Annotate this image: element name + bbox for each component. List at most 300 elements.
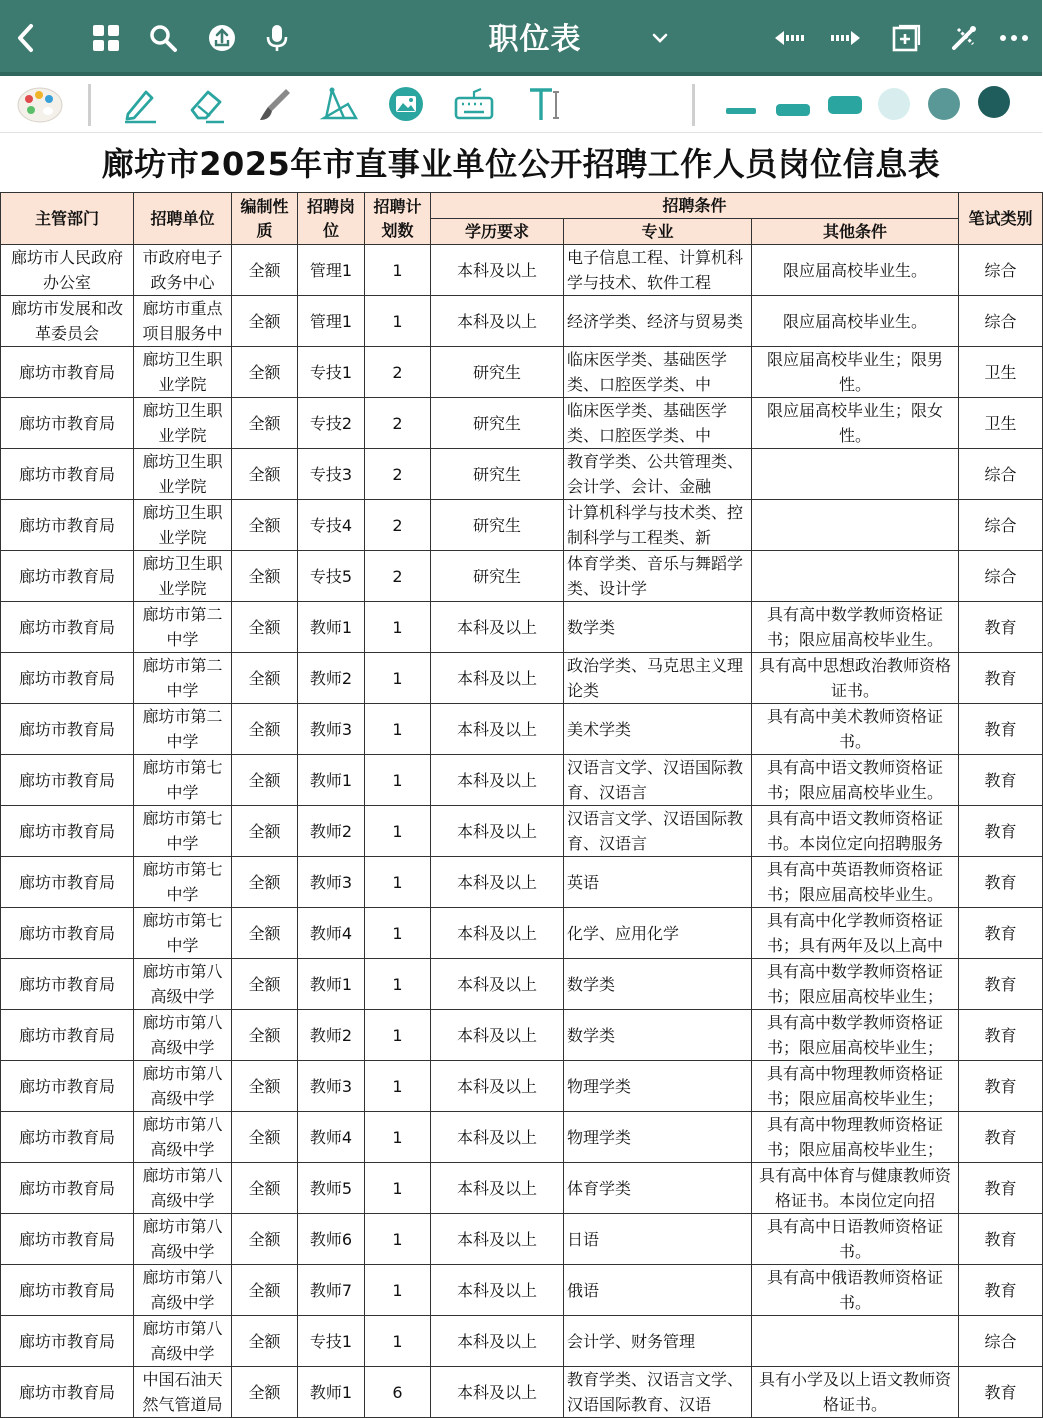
cell-other-text: 具有高中数学教师资格证书；限应届高校毕业生； <box>766 1013 943 1057</box>
cell-dept[interactable] <box>1 1112 134 1163</box>
cell-edu-text: 本科及以上 <box>456 1229 537 1249</box>
cell-dept[interactable] <box>1 755 134 806</box>
cell-edu-text: 本科及以上 <box>456 1076 537 1096</box>
cell-exam[interactable] <box>959 704 1043 755</box>
cell-exam[interactable] <box>959 1061 1043 1112</box>
table-row <box>1 908 1043 959</box>
cell-dept[interactable] <box>1 1316 134 1367</box>
cell-nature[interactable] <box>232 1061 298 1112</box>
cell-post[interactable] <box>298 1367 365 1418</box>
cell-unit[interactable] <box>134 347 232 398</box>
cell-edu[interactable] <box>431 959 564 1010</box>
cell-post[interactable] <box>298 551 365 602</box>
cell-edu[interactable] <box>431 500 564 551</box>
cell-other[interactable] <box>752 1061 959 1112</box>
cell-plan-text: 2 <box>392 413 403 433</box>
cell-other-text: 具有高中英语教师资格证书；限应届高校毕业生。 <box>766 860 943 904</box>
cell-dept[interactable] <box>1 1010 134 1061</box>
cell-exam[interactable] <box>959 1112 1043 1163</box>
palette-icon[interactable] <box>14 80 66 128</box>
cell-exam-text: 教育 <box>984 821 1017 841</box>
cell-major[interactable] <box>564 602 752 653</box>
cell-major[interactable] <box>564 1367 752 1418</box>
back-icon[interactable] <box>4 0 48 76</box>
cell-plan[interactable] <box>365 296 431 347</box>
cell-dept-text: 廊坊市教育局 <box>18 719 115 739</box>
cell-plan[interactable] <box>365 1265 431 1316</box>
cell-plan[interactable] <box>365 1010 431 1061</box>
cell-other[interactable] <box>752 1010 959 1061</box>
cell-other[interactable] <box>752 551 959 602</box>
cell-nature[interactable] <box>232 806 298 857</box>
cell-dept[interactable] <box>1 1367 134 1418</box>
cell-exam-text: 综合 <box>984 260 1017 280</box>
cell-major[interactable] <box>564 347 752 398</box>
brush-icon[interactable] <box>248 80 300 128</box>
cell-major[interactable] <box>564 1163 752 1214</box>
cell-post[interactable] <box>298 1163 365 1214</box>
cell-exam-text: 综合 <box>984 1331 1017 1351</box>
cell-nature[interactable] <box>232 347 298 398</box>
search-icon[interactable] <box>141 0 185 76</box>
cell-edu[interactable] <box>431 1163 564 1214</box>
cell-post[interactable] <box>298 653 365 704</box>
cell-exam[interactable] <box>959 245 1043 296</box>
cell-other[interactable] <box>752 653 959 704</box>
eraser-icon[interactable] <box>180 80 232 128</box>
cell-major[interactable] <box>564 1010 752 1061</box>
cell-unit[interactable] <box>134 908 232 959</box>
cell-exam[interactable] <box>959 449 1043 500</box>
cell-plan[interactable] <box>365 653 431 704</box>
cell-dept[interactable] <box>1 908 134 959</box>
cell-dept[interactable] <box>1 347 134 398</box>
cell-edu-text: 本科及以上 <box>456 821 537 841</box>
cell-unit[interactable] <box>134 1010 232 1061</box>
cell-post[interactable] <box>298 245 365 296</box>
cell-major[interactable] <box>564 959 752 1010</box>
cell-dept-text: 廊坊市教育局 <box>18 413 115 433</box>
cell-major[interactable] <box>564 653 752 704</box>
more-icon[interactable] <box>992 0 1036 76</box>
cell-major[interactable] <box>564 551 752 602</box>
cell-plan[interactable] <box>365 500 431 551</box>
cell-exam[interactable] <box>959 653 1043 704</box>
cell-other[interactable] <box>752 908 959 959</box>
cell-unit[interactable] <box>134 806 232 857</box>
cell-post[interactable] <box>298 500 365 551</box>
cell-other[interactable] <box>752 500 959 551</box>
cell-other[interactable] <box>752 857 959 908</box>
cell-nature[interactable] <box>232 959 298 1010</box>
cell-plan[interactable] <box>365 347 431 398</box>
color-mid-swatch[interactable] <box>928 88 960 120</box>
cell-edu[interactable] <box>431 1265 564 1316</box>
cell-plan[interactable] <box>365 449 431 500</box>
cell-dept[interactable] <box>1 806 134 857</box>
cell-nature[interactable] <box>232 1316 298 1367</box>
color-light-swatch[interactable] <box>878 88 910 120</box>
cell-plan[interactable] <box>365 398 431 449</box>
cell-unit[interactable] <box>134 1214 232 1265</box>
cell-dept[interactable] <box>1 602 134 653</box>
cell-other[interactable] <box>752 704 959 755</box>
cell-edu[interactable] <box>431 653 564 704</box>
cell-exam[interactable] <box>959 347 1043 398</box>
cell-post[interactable] <box>298 1214 365 1265</box>
cell-post-text: 教师1 <box>309 1382 353 1402</box>
cell-other[interactable] <box>752 1367 959 1418</box>
cell-plan[interactable] <box>365 245 431 296</box>
cell-post-text: 教师3 <box>309 719 353 739</box>
cell-plan[interactable] <box>365 602 431 653</box>
cell-nature[interactable] <box>232 551 298 602</box>
cell-edu[interactable] <box>431 806 564 857</box>
cell-post[interactable] <box>298 398 365 449</box>
position-table <box>0 192 1043 1418</box>
cell-nature[interactable] <box>232 602 298 653</box>
cell-nature-text: 全额 <box>248 464 281 484</box>
cell-dept[interactable] <box>1 959 134 1010</box>
cell-post-text: 教师2 <box>309 1025 353 1045</box>
cell-edu[interactable] <box>431 1112 564 1163</box>
header-edu: 学历要求 <box>431 219 564 245</box>
cell-other-text: 具有高中化学教师资格证书；具有两年及以上高中 <box>766 911 943 955</box>
table-row <box>1 551 1043 602</box>
cell-exam[interactable] <box>959 806 1043 857</box>
shapes-icon[interactable] <box>314 80 366 128</box>
grid-icon[interactable] <box>84 0 128 76</box>
cell-dept[interactable] <box>1 296 134 347</box>
cell-major-text: 物理学类 <box>567 1127 632 1147</box>
cell-unit[interactable] <box>134 653 232 704</box>
cell-plan-text: 1 <box>392 923 403 943</box>
cell-edu[interactable] <box>431 1061 564 1112</box>
cell-other[interactable] <box>752 959 959 1010</box>
cell-post[interactable] <box>298 1112 365 1163</box>
cell-post[interactable] <box>298 449 365 500</box>
cell-nature[interactable] <box>232 755 298 806</box>
cell-post[interactable] <box>298 296 365 347</box>
cell-edu[interactable] <box>431 704 564 755</box>
cell-unit-text: 廊坊市第八高级中学 <box>142 1319 223 1363</box>
cell-nature[interactable] <box>232 857 298 908</box>
stroke-medium-swatch[interactable] <box>776 104 810 116</box>
cell-dept[interactable] <box>1 551 134 602</box>
cell-unit[interactable] <box>134 1265 232 1316</box>
header-other: 其他条件 <box>752 219 959 245</box>
cell-post[interactable] <box>298 857 365 908</box>
cell-other[interactable] <box>752 245 959 296</box>
cell-exam-text: 教育 <box>984 872 1017 892</box>
cell-other[interactable] <box>752 1112 959 1163</box>
stroke-thin-swatch[interactable] <box>726 108 756 114</box>
cell-nature[interactable] <box>232 704 298 755</box>
cell-edu[interactable] <box>431 908 564 959</box>
cell-edu[interactable] <box>431 602 564 653</box>
cell-nature[interactable] <box>232 1367 298 1418</box>
cell-dept-text: 廊坊市教育局 <box>18 1382 115 1402</box>
cell-nature-text: 全额 <box>248 974 281 994</box>
cell-plan[interactable] <box>365 959 431 1010</box>
cell-edu[interactable] <box>431 1214 564 1265</box>
header-conditions: 招聘条件 <box>431 193 959 219</box>
cell-dept-text: 廊坊市教育局 <box>18 1331 115 1351</box>
cell-major[interactable] <box>564 398 752 449</box>
cell-plan[interactable] <box>365 857 431 908</box>
cell-post-text: 教师6 <box>309 1229 353 1249</box>
cell-plan[interactable] <box>365 1061 431 1112</box>
pen-icon[interactable] <box>114 80 166 128</box>
cell-edu[interactable] <box>431 245 564 296</box>
mic-icon[interactable] <box>255 0 299 76</box>
cell-post[interactable] <box>298 806 365 857</box>
cell-post[interactable] <box>298 704 365 755</box>
cell-nature[interactable] <box>232 500 298 551</box>
cell-nature-text: 全额 <box>248 821 281 841</box>
text-icon[interactable] <box>518 80 570 128</box>
cell-nature[interactable] <box>232 245 298 296</box>
cell-exam[interactable] <box>959 1214 1043 1265</box>
cell-dept[interactable] <box>1 449 134 500</box>
cell-major[interactable] <box>564 755 752 806</box>
color-dark-swatch[interactable] <box>978 86 1010 118</box>
cell-exam[interactable] <box>959 602 1043 653</box>
cell-post[interactable] <box>298 908 365 959</box>
cell-dept[interactable] <box>1 1163 134 1214</box>
cell-unit[interactable] <box>134 857 232 908</box>
stroke-thick-swatch[interactable] <box>828 96 862 114</box>
cell-dept[interactable] <box>1 1061 134 1112</box>
cell-post-text: 专技1 <box>309 1331 353 1351</box>
cell-other[interactable] <box>752 1316 959 1367</box>
cell-major[interactable] <box>564 1112 752 1163</box>
cell-other[interactable] <box>752 1214 959 1265</box>
cell-major[interactable] <box>564 245 752 296</box>
cell-nature[interactable] <box>232 1163 298 1214</box>
cell-major[interactable] <box>564 908 752 959</box>
cell-dept[interactable] <box>1 1214 134 1265</box>
cell-exam[interactable] <box>959 1163 1043 1214</box>
cell-edu-text: 本科及以上 <box>456 260 537 280</box>
cell-unit[interactable] <box>134 500 232 551</box>
cell-major[interactable] <box>564 1316 752 1367</box>
cell-major[interactable] <box>564 500 752 551</box>
cell-dept[interactable] <box>1 857 134 908</box>
cell-unit[interactable] <box>134 449 232 500</box>
cell-exam-text: 卫生 <box>984 362 1017 382</box>
cell-edu[interactable] <box>431 1367 564 1418</box>
cell-nature-text: 全额 <box>248 668 281 688</box>
cell-edu[interactable] <box>431 857 564 908</box>
cell-nature[interactable] <box>232 1010 298 1061</box>
cell-major[interactable] <box>564 1061 752 1112</box>
cell-dept[interactable] <box>1 704 134 755</box>
cell-other[interactable] <box>752 806 959 857</box>
cell-dept-text: 廊坊市教育局 <box>18 1178 115 1198</box>
cell-major[interactable] <box>564 857 752 908</box>
cell-unit[interactable] <box>134 1367 232 1418</box>
cell-major[interactable] <box>564 296 752 347</box>
cell-nature-text: 全额 <box>248 566 281 586</box>
cell-post-text: 专技3 <box>309 464 353 484</box>
cell-major[interactable] <box>564 704 752 755</box>
cell-post[interactable] <box>298 347 365 398</box>
cell-unit-text: 廊坊市第八高级中学 <box>142 1013 223 1057</box>
keyboard-icon[interactable] <box>448 80 500 128</box>
cell-nature-text: 全额 <box>248 1076 281 1096</box>
cell-other[interactable] <box>752 398 959 449</box>
cell-edu[interactable] <box>431 398 564 449</box>
add-page-icon[interactable] <box>884 0 928 76</box>
cell-post[interactable] <box>298 1265 365 1316</box>
cell-post[interactable] <box>298 959 365 1010</box>
cell-edu[interactable] <box>431 1316 564 1367</box>
table-row <box>1 755 1043 806</box>
cell-major-text: 汉语言文学、汉语国际教育、汉语言 <box>567 758 744 802</box>
cell-other[interactable] <box>752 1163 959 1214</box>
cell-unit[interactable] <box>134 602 232 653</box>
cell-edu[interactable] <box>431 347 564 398</box>
cell-nature[interactable] <box>232 908 298 959</box>
redo-icon[interactable] <box>824 0 868 76</box>
cell-unit[interactable] <box>134 296 232 347</box>
image-icon[interactable] <box>380 80 432 128</box>
cell-plan[interactable] <box>365 908 431 959</box>
cell-nature[interactable] <box>232 1214 298 1265</box>
cell-edu[interactable] <box>431 551 564 602</box>
cell-major[interactable] <box>564 1214 752 1265</box>
table-row <box>1 1316 1043 1367</box>
cell-unit[interactable] <box>134 704 232 755</box>
cell-edu[interactable] <box>431 449 564 500</box>
cell-edu[interactable] <box>431 755 564 806</box>
cell-exam[interactable] <box>959 398 1043 449</box>
cell-exam[interactable] <box>959 296 1043 347</box>
cell-other-text: 限应届高校毕业生；限女性。 <box>766 401 943 445</box>
app-title[interactable]: 职位表 <box>488 22 582 57</box>
table-row <box>1 602 1043 653</box>
cell-exam-text: 教育 <box>984 1229 1017 1249</box>
cell-post[interactable] <box>298 1061 365 1112</box>
table-row <box>1 449 1043 500</box>
cell-exam[interactable] <box>959 551 1043 602</box>
cell-major-text: 俄语 <box>567 1280 600 1300</box>
cell-plan[interactable] <box>365 1163 431 1214</box>
cell-post[interactable] <box>298 755 365 806</box>
cell-dept[interactable] <box>1 245 134 296</box>
cell-other[interactable] <box>752 449 959 500</box>
cell-other[interactable] <box>752 755 959 806</box>
cell-unit[interactable] <box>134 1316 232 1367</box>
cell-post[interactable] <box>298 602 365 653</box>
cell-nature[interactable] <box>232 1265 298 1316</box>
cell-major-text: 日语 <box>567 1229 600 1249</box>
cell-exam[interactable] <box>959 1316 1043 1367</box>
cell-major[interactable] <box>564 449 752 500</box>
cell-exam[interactable] <box>959 908 1043 959</box>
cell-nature-text: 全额 <box>248 1025 281 1045</box>
cell-major[interactable] <box>564 1265 752 1316</box>
cell-plan[interactable] <box>365 1214 431 1265</box>
cell-unit[interactable] <box>134 398 232 449</box>
cell-unit[interactable] <box>134 1061 232 1112</box>
cell-other[interactable] <box>752 347 959 398</box>
cell-edu[interactable] <box>431 1010 564 1061</box>
cell-plan[interactable] <box>365 551 431 602</box>
cell-unit-text: 市政府电子政务中心 <box>142 248 223 292</box>
cell-exam-text: 教育 <box>984 1178 1017 1198</box>
share-icon[interactable] <box>200 0 244 76</box>
cell-post[interactable] <box>298 1316 365 1367</box>
cell-post[interactable] <box>298 1010 365 1061</box>
header-post: 招聘岗位 <box>298 193 365 245</box>
cell-major-text: 计算机科学与技术类、控制科学与工程类、新 <box>567 503 744 547</box>
cell-plan[interactable] <box>365 1367 431 1418</box>
cell-dept[interactable] <box>1 398 134 449</box>
cell-edu-text: 研究生 <box>472 515 521 535</box>
cell-nature-text: 全额 <box>248 1229 281 1249</box>
cell-plan[interactable] <box>365 806 431 857</box>
cell-exam[interactable] <box>959 857 1043 908</box>
cell-post-text: 教师7 <box>309 1280 353 1300</box>
cell-exam[interactable] <box>959 1010 1043 1061</box>
cell-edu[interactable] <box>431 296 564 347</box>
cell-dept-text: 廊坊市发展和改革委员会 <box>10 299 123 343</box>
cell-unit[interactable] <box>134 1163 232 1214</box>
cell-unit[interactable] <box>134 245 232 296</box>
cell-other[interactable] <box>752 296 959 347</box>
cell-plan[interactable] <box>365 1112 431 1163</box>
cell-post-text: 教师1 <box>309 617 353 637</box>
cell-other[interactable] <box>752 602 959 653</box>
cell-nature[interactable] <box>232 398 298 449</box>
cell-nature[interactable] <box>232 296 298 347</box>
cell-dept[interactable] <box>1 653 134 704</box>
cell-exam[interactable] <box>959 1367 1043 1418</box>
cell-nature[interactable] <box>232 653 298 704</box>
cell-plan[interactable] <box>365 704 431 755</box>
cell-major[interactable] <box>564 806 752 857</box>
cell-unit[interactable] <box>134 755 232 806</box>
cell-nature-text: 全额 <box>248 1127 281 1147</box>
cell-plan-text: 1 <box>392 1178 403 1198</box>
cell-plan[interactable] <box>365 1316 431 1367</box>
cell-other[interactable] <box>752 1265 959 1316</box>
cell-exam[interactable] <box>959 959 1043 1010</box>
cell-plan[interactable] <box>365 755 431 806</box>
cell-exam-text: 教育 <box>984 1280 1017 1300</box>
cell-exam[interactable] <box>959 1265 1043 1316</box>
dropdown-chevron-icon[interactable] <box>638 0 682 76</box>
cell-exam[interactable] <box>959 500 1043 551</box>
cell-exam[interactable] <box>959 755 1043 806</box>
cell-nature[interactable] <box>232 1112 298 1163</box>
cell-unit[interactable] <box>134 959 232 1010</box>
cell-unit[interactable] <box>134 551 232 602</box>
cell-post-text: 教师3 <box>309 1076 353 1096</box>
cell-other-text: 具有高中物理教师资格证书；限应届高校毕业生； <box>766 1064 943 1108</box>
cell-edu-text: 本科及以上 <box>456 617 537 637</box>
cell-dept[interactable] <box>1 500 134 551</box>
undo-icon[interactable] <box>767 0 811 76</box>
cell-nature-text: 全额 <box>248 260 281 280</box>
cell-post-text: 专技5 <box>309 566 353 586</box>
cell-unit[interactable] <box>134 1112 232 1163</box>
cell-dept[interactable] <box>1 1265 134 1316</box>
pen-settings-icon[interactable] <box>942 0 986 76</box>
cell-nature[interactable] <box>232 449 298 500</box>
